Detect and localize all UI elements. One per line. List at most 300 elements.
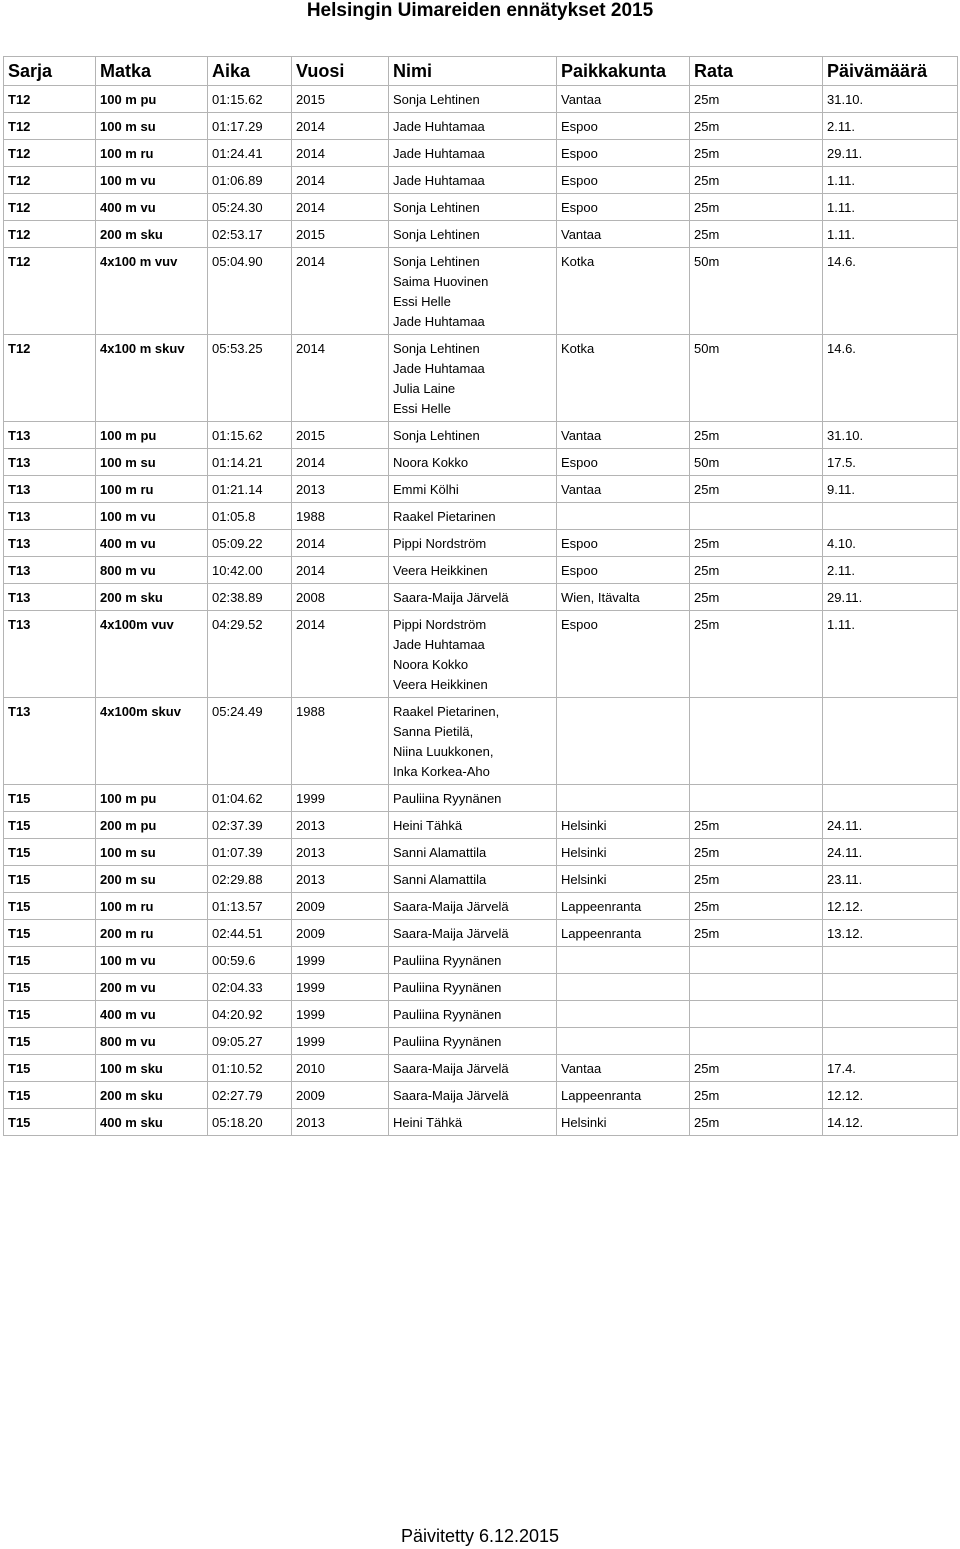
- cell-paikkakunta: [557, 947, 690, 974]
- cell-vuosi: 1999: [292, 785, 389, 812]
- cell-sarja: T12: [4, 221, 96, 248]
- swimmer-name: Saara-Maija Järvelä: [393, 1061, 509, 1076]
- swimmer-name: Jade Huhtamaa: [393, 314, 485, 329]
- swimmer-name: Sonja Lehtinen: [393, 428, 480, 443]
- table-row: [4, 140, 958, 167]
- cell-nimi: [389, 86, 557, 113]
- cell-paivamaara: 29.11.: [823, 584, 958, 611]
- header-row: [4, 57, 958, 86]
- cell-sarja: T12: [4, 167, 96, 194]
- cell-vuosi: 2014: [292, 167, 389, 194]
- cell-paivamaara: [823, 698, 958, 785]
- cell-paivamaara: 17.4.: [823, 1055, 958, 1082]
- cell-nimi: [389, 866, 557, 893]
- cell-sarja: T12: [4, 194, 96, 221]
- cell-vuosi: 2009: [292, 920, 389, 947]
- table-row: [4, 221, 958, 248]
- cell-paikkakunta: Lappeenranta: [557, 1082, 690, 1109]
- cell-aika: 09:05.27: [208, 1028, 292, 1055]
- cell-sarja: T15: [4, 893, 96, 920]
- cell-aika: 10:42.00: [208, 557, 292, 584]
- table-row: [4, 698, 958, 785]
- cell-rata: 25m: [690, 113, 823, 140]
- table-row: [4, 812, 958, 839]
- cell-nimi: [389, 449, 557, 476]
- cell-nimi: [389, 194, 557, 221]
- cell-matka: 100 m pu: [96, 86, 208, 113]
- cell-paikkakunta: Vantaa: [557, 476, 690, 503]
- table-row: [4, 839, 958, 866]
- table-row: [4, 920, 958, 947]
- cell-vuosi: 2015: [292, 86, 389, 113]
- cell-aika: 01:04.62: [208, 785, 292, 812]
- cell-sarja: T12: [4, 86, 96, 113]
- cell-matka: 100 m su: [96, 449, 208, 476]
- cell-sarja: T12: [4, 248, 96, 335]
- cell-sarja: T13: [4, 557, 96, 584]
- cell-rata: 25m: [690, 611, 823, 698]
- table-body: [4, 86, 958, 1136]
- cell-vuosi: 2014: [292, 557, 389, 584]
- cell-aika: 05:18.20: [208, 1109, 292, 1136]
- cell-paivamaara: [823, 974, 958, 1001]
- cell-paikkakunta: [557, 503, 690, 530]
- table-row: [4, 611, 958, 698]
- cell-vuosi: 2009: [292, 1082, 389, 1109]
- cell-matka: 400 m vu: [96, 530, 208, 557]
- cell-vuosi: 2013: [292, 476, 389, 503]
- cell-rata: 25m: [690, 422, 823, 449]
- swimmer-name: Veera Heikkinen: [393, 677, 488, 692]
- cell-paivamaara: 14.12.: [823, 1109, 958, 1136]
- cell-vuosi: 2015: [292, 221, 389, 248]
- cell-aika: 01:06.89: [208, 167, 292, 194]
- cell-paivamaara: [823, 1028, 958, 1055]
- cell-aika: 02:29.88: [208, 866, 292, 893]
- table-row: [4, 476, 958, 503]
- cell-sarja: T15: [4, 1109, 96, 1136]
- swimmer-name: Noora Kokko: [393, 455, 469, 470]
- cell-sarja: T15: [4, 1001, 96, 1028]
- cell-aika: 01:10.52: [208, 1055, 292, 1082]
- cell-paivamaara: 1.11.: [823, 194, 958, 221]
- cell-sarja: T13: [4, 530, 96, 557]
- cell-aika: 01:14.21: [208, 449, 292, 476]
- cell-paivamaara: [823, 503, 958, 530]
- swimmer-name: Raakel Pietarinen,: [393, 704, 500, 719]
- cell-aika: 04:29.52: [208, 611, 292, 698]
- cell-sarja: T15: [4, 866, 96, 893]
- cell-nimi: [389, 113, 557, 140]
- cell-vuosi: 2014: [292, 248, 389, 335]
- cell-aika: 01:05.8: [208, 503, 292, 530]
- swimmer-name: Saara-Maija Järvelä: [393, 590, 509, 605]
- swimmer-name: Raakel Pietarinen: [393, 509, 496, 524]
- cell-rata: 25m: [690, 866, 823, 893]
- cell-paikkakunta: Helsinki: [557, 1109, 690, 1136]
- table-row: [4, 947, 958, 974]
- cell-paikkakunta: Vantaa: [557, 221, 690, 248]
- table-row: [4, 335, 958, 422]
- cell-paivamaara: 1.11.: [823, 221, 958, 248]
- header-paikkakunta: Paikkakunta: [557, 57, 690, 86]
- cell-vuosi: 2008: [292, 584, 389, 611]
- cell-paivamaara: 13.12.: [823, 920, 958, 947]
- cell-nimi: [389, 1028, 557, 1055]
- cell-nimi: [389, 1082, 557, 1109]
- cell-rata: 25m: [690, 557, 823, 584]
- header-sarja: Sarja: [4, 57, 96, 86]
- table-row: [4, 248, 958, 335]
- table-row: [4, 530, 958, 557]
- table-row: [4, 974, 958, 1001]
- cell-paikkakunta: Helsinki: [557, 866, 690, 893]
- cell-sarja: T13: [4, 476, 96, 503]
- swimmer-name: Essi Helle: [393, 401, 451, 416]
- cell-vuosi: 2014: [292, 611, 389, 698]
- cell-matka: 100 m su: [96, 113, 208, 140]
- swimmer-name: Essi Helle: [393, 294, 451, 309]
- cell-paikkakunta: Espoo: [557, 611, 690, 698]
- cell-rata: 25m: [690, 920, 823, 947]
- swimmer-name: Sanni Alamattila: [393, 845, 487, 860]
- cell-rata: 25m: [690, 530, 823, 557]
- table-row: [4, 1109, 958, 1136]
- cell-vuosi: 2014: [292, 530, 389, 557]
- cell-vuosi: 2010: [292, 1055, 389, 1082]
- swimmer-name: Pauliina Ryynänen: [393, 980, 502, 995]
- cell-sarja: T13: [4, 422, 96, 449]
- cell-paikkakunta: Espoo: [557, 113, 690, 140]
- cell-nimi: [389, 893, 557, 920]
- cell-paivamaara: [823, 947, 958, 974]
- cell-nimi: [389, 503, 557, 530]
- cell-nimi: [389, 611, 557, 698]
- cell-sarja: T13: [4, 503, 96, 530]
- cell-aika: 00:59.6: [208, 947, 292, 974]
- cell-vuosi: 2013: [292, 866, 389, 893]
- cell-aika: 01:24.41: [208, 140, 292, 167]
- cell-paikkakunta: Espoo: [557, 557, 690, 584]
- cell-paikkakunta: Espoo: [557, 449, 690, 476]
- swimmer-name: Sonja Lehtinen: [393, 227, 480, 242]
- cell-paikkakunta: Espoo: [557, 140, 690, 167]
- cell-paivamaara: 29.11.: [823, 140, 958, 167]
- cell-matka: 100 m pu: [96, 422, 208, 449]
- cell-matka: 100 m ru: [96, 893, 208, 920]
- cell-rata: 25m: [690, 194, 823, 221]
- cell-matka: 800 m vu: [96, 557, 208, 584]
- cell-vuosi: 2014: [292, 449, 389, 476]
- cell-nimi: [389, 698, 557, 785]
- cell-sarja: T15: [4, 1055, 96, 1082]
- cell-paivamaara: 23.11.: [823, 866, 958, 893]
- cell-rata: [690, 974, 823, 1001]
- cell-rata: 50m: [690, 335, 823, 422]
- header-nimi: Nimi: [389, 57, 557, 86]
- cell-aika: 01:07.39: [208, 839, 292, 866]
- cell-paikkakunta: Kotka: [557, 248, 690, 335]
- cell-paikkakunta: Espoo: [557, 194, 690, 221]
- cell-paivamaara: 12.12.: [823, 893, 958, 920]
- cell-nimi: [389, 140, 557, 167]
- cell-nimi: [389, 920, 557, 947]
- cell-matka: 200 m su: [96, 866, 208, 893]
- cell-rata: [690, 503, 823, 530]
- cell-matka: 200 m ru: [96, 920, 208, 947]
- cell-paivamaara: 4.10.: [823, 530, 958, 557]
- cell-aika: 01:13.57: [208, 893, 292, 920]
- cell-vuosi: 2014: [292, 140, 389, 167]
- cell-aika: 02:38.89: [208, 584, 292, 611]
- cell-rata: 25m: [690, 1082, 823, 1109]
- cell-rata: 25m: [690, 167, 823, 194]
- swimmer-name: Veera Heikkinen: [393, 563, 488, 578]
- cell-aika: 02:44.51: [208, 920, 292, 947]
- cell-sarja: T15: [4, 839, 96, 866]
- swimmer-name: Jade Huhtamaa: [393, 146, 485, 161]
- cell-vuosi: 1999: [292, 1028, 389, 1055]
- cell-nimi: [389, 557, 557, 584]
- cell-vuosi: 1999: [292, 947, 389, 974]
- cell-nimi: [389, 785, 557, 812]
- cell-aika: 01:15.62: [208, 422, 292, 449]
- cell-nimi: [389, 1001, 557, 1028]
- table-row: [4, 785, 958, 812]
- table-row: [4, 866, 958, 893]
- cell-aika: 04:20.92: [208, 1001, 292, 1028]
- swimmer-name: Saima Huovinen: [393, 274, 489, 289]
- table-row: [4, 86, 958, 113]
- cell-rata: 25m: [690, 86, 823, 113]
- cell-rata: 25m: [690, 140, 823, 167]
- cell-sarja: T13: [4, 698, 96, 785]
- cell-paivamaara: [823, 1001, 958, 1028]
- cell-matka: 100 m sku: [96, 1055, 208, 1082]
- cell-paivamaara: 9.11.: [823, 476, 958, 503]
- table-row: [4, 1028, 958, 1055]
- header-matka: Matka: [96, 57, 208, 86]
- cell-sarja: T13: [4, 449, 96, 476]
- swimmer-name: Pauliina Ryynänen: [393, 953, 502, 968]
- cell-nimi: [389, 221, 557, 248]
- cell-sarja: T15: [4, 1028, 96, 1055]
- swimmer-name: Sanna Pietilä,: [393, 724, 474, 739]
- swimmer-name: Sanni Alamattila: [393, 872, 487, 887]
- cell-paivamaara: 1.11.: [823, 167, 958, 194]
- cell-paikkakunta: Vantaa: [557, 422, 690, 449]
- cell-paikkakunta: Vantaa: [557, 86, 690, 113]
- cell-rata: [690, 698, 823, 785]
- swimmer-name: Pauliina Ryynänen: [393, 1007, 502, 1022]
- cell-aika: 05:04.90: [208, 248, 292, 335]
- cell-sarja: T12: [4, 140, 96, 167]
- cell-matka: 800 m vu: [96, 1028, 208, 1055]
- cell-rata: 25m: [690, 1055, 823, 1082]
- cell-matka: 200 m vu: [96, 974, 208, 1001]
- swimmer-name: Sonja Lehtinen: [393, 92, 480, 107]
- updated-date-footer: Päivitetty 6.12.2015: [400, 1526, 560, 1546]
- cell-sarja: T15: [4, 812, 96, 839]
- cell-paivamaara: 2.11.: [823, 113, 958, 140]
- table-row: [4, 893, 958, 920]
- cell-aika: 05:24.30: [208, 194, 292, 221]
- swimmer-name: Sonja Lehtinen: [393, 200, 480, 215]
- cell-rata: [690, 1028, 823, 1055]
- cell-nimi: [389, 1055, 557, 1082]
- cell-sarja: T12: [4, 113, 96, 140]
- cell-paikkakunta: Lappeenranta: [557, 893, 690, 920]
- cell-matka: 400 m sku: [96, 1109, 208, 1136]
- swimmer-name: Inka Korkea-Aho: [393, 764, 490, 779]
- cell-nimi: [389, 584, 557, 611]
- cell-vuosi: 2015: [292, 422, 389, 449]
- table-row: [4, 1001, 958, 1028]
- cell-matka: 200 m sku: [96, 584, 208, 611]
- cell-vuosi: 2014: [292, 113, 389, 140]
- table-row: [4, 503, 958, 530]
- cell-nimi: [389, 476, 557, 503]
- swimmer-name: Heini Tähkä: [393, 818, 463, 833]
- cell-vuosi: 2013: [292, 1109, 389, 1136]
- cell-paivamaara: 31.10.: [823, 422, 958, 449]
- cell-vuosi: 2014: [292, 335, 389, 422]
- cell-paikkakunta: Kotka: [557, 335, 690, 422]
- cell-rata: 25m: [690, 812, 823, 839]
- cell-nimi: [389, 422, 557, 449]
- cell-paivamaara: 24.11.: [823, 839, 958, 866]
- cell-nimi: [389, 839, 557, 866]
- cell-sarja: T12: [4, 335, 96, 422]
- cell-sarja: T13: [4, 584, 96, 611]
- cell-rata: 25m: [690, 839, 823, 866]
- table-row: [4, 557, 958, 584]
- cell-aika: 02:53.17: [208, 221, 292, 248]
- cell-aika: 05:53.25: [208, 335, 292, 422]
- cell-paivamaara: 24.11.: [823, 812, 958, 839]
- cell-paikkakunta: Espoo: [557, 167, 690, 194]
- cell-sarja: T15: [4, 785, 96, 812]
- cell-nimi: [389, 1109, 557, 1136]
- swimmer-name: Sonja Lehtinen: [393, 254, 480, 269]
- cell-paikkakunta: [557, 1028, 690, 1055]
- header-rata: Rata: [690, 57, 823, 86]
- cell-matka: 4x100m vuv: [96, 611, 208, 698]
- cell-sarja: T15: [4, 947, 96, 974]
- cell-matka: 4x100 m skuv: [96, 335, 208, 422]
- swimmer-name: Pauliina Ryynänen: [393, 1034, 502, 1049]
- records-table-container: [3, 56, 957, 1136]
- cell-matka: 100 m vu: [96, 503, 208, 530]
- cell-sarja: T15: [4, 920, 96, 947]
- cell-paivamaara: 12.12.: [823, 1082, 958, 1109]
- cell-sarja: T13: [4, 611, 96, 698]
- cell-nimi: [389, 974, 557, 1001]
- cell-matka: 200 m pu: [96, 812, 208, 839]
- cell-paikkakunta: Helsinki: [557, 839, 690, 866]
- cell-aika: 02:37.39: [208, 812, 292, 839]
- cell-vuosi: 1988: [292, 503, 389, 530]
- cell-rata: 25m: [690, 1109, 823, 1136]
- swimmer-name: Heini Tähkä: [393, 1115, 463, 1130]
- cell-rata: 25m: [690, 584, 823, 611]
- cell-rata: 25m: [690, 221, 823, 248]
- cell-matka: 400 m vu: [96, 194, 208, 221]
- cell-sarja: T15: [4, 974, 96, 1001]
- swimmer-name: Pippi Nordström: [393, 617, 487, 632]
- cell-aika: 01:15.62: [208, 86, 292, 113]
- cell-nimi: [389, 167, 557, 194]
- cell-aika: 05:24.49: [208, 698, 292, 785]
- records-table: [3, 56, 958, 1136]
- header-paivamaara: Päivämäärä: [823, 57, 958, 86]
- cell-vuosi: 2013: [292, 839, 389, 866]
- table-row: [4, 422, 958, 449]
- cell-paikkakunta: [557, 974, 690, 1001]
- table-row: [4, 449, 958, 476]
- header-aika: Aika: [208, 57, 292, 86]
- header-vuosi: Vuosi: [292, 57, 389, 86]
- table-row: [4, 194, 958, 221]
- swimmer-name: Emmi Kölhi: [393, 482, 459, 497]
- cell-matka: 4x100 m vuv: [96, 248, 208, 335]
- swimmer-name: Noora Kokko: [393, 657, 469, 672]
- cell-paikkakunta: Wien, Itävalta: [557, 584, 690, 611]
- cell-paikkakunta: Helsinki: [557, 812, 690, 839]
- cell-paivamaara: 17.5.: [823, 449, 958, 476]
- cell-paikkakunta: Espoo: [557, 530, 690, 557]
- table-row: [4, 1055, 958, 1082]
- cell-matka: 100 m ru: [96, 476, 208, 503]
- cell-matka: 100 m ru: [96, 140, 208, 167]
- swimmer-name: Jade Huhtamaa: [393, 173, 485, 188]
- cell-aika: 05:09.22: [208, 530, 292, 557]
- cell-vuosi: 2013: [292, 812, 389, 839]
- cell-paivamaara: 2.11.: [823, 557, 958, 584]
- cell-matka: 100 m vu: [96, 167, 208, 194]
- cell-paikkakunta: [557, 1001, 690, 1028]
- swimmer-name: Julia Laine: [393, 381, 456, 396]
- cell-rata: 50m: [690, 248, 823, 335]
- cell-aika: 02:04.33: [208, 974, 292, 1001]
- cell-matka: 400 m vu: [96, 1001, 208, 1028]
- document-title: Helsingin Uimareiden ennätykset 2015: [306, 0, 654, 21]
- cell-matka: 100 m vu: [96, 947, 208, 974]
- swimmer-name: Niina Luukkonen,: [393, 744, 494, 759]
- cell-paivamaara: 14.6.: [823, 335, 958, 422]
- cell-nimi: [389, 335, 557, 422]
- cell-rata: [690, 1001, 823, 1028]
- cell-vuosi: 1999: [292, 974, 389, 1001]
- cell-vuosi: 1988: [292, 698, 389, 785]
- cell-rata: 25m: [690, 476, 823, 503]
- cell-aika: 02:27.79: [208, 1082, 292, 1109]
- swimmer-name: Pauliina Ryynänen: [393, 791, 502, 806]
- table-row: [4, 167, 958, 194]
- swimmer-name: Saara-Maija Järvelä: [393, 899, 509, 914]
- swimmer-name: Jade Huhtamaa: [393, 361, 485, 376]
- cell-matka: 200 m sku: [96, 221, 208, 248]
- swimmer-name: Saara-Maija Järvelä: [393, 926, 509, 941]
- cell-paikkakunta: [557, 698, 690, 785]
- swimmer-name: Sonja Lehtinen: [393, 341, 480, 356]
- cell-paikkakunta: Vantaa: [557, 1055, 690, 1082]
- cell-paikkakunta: Lappeenranta: [557, 920, 690, 947]
- cell-nimi: [389, 947, 557, 974]
- cell-paivamaara: [823, 785, 958, 812]
- swimmer-name: Saara-Maija Järvelä: [393, 1088, 509, 1103]
- cell-nimi: [389, 812, 557, 839]
